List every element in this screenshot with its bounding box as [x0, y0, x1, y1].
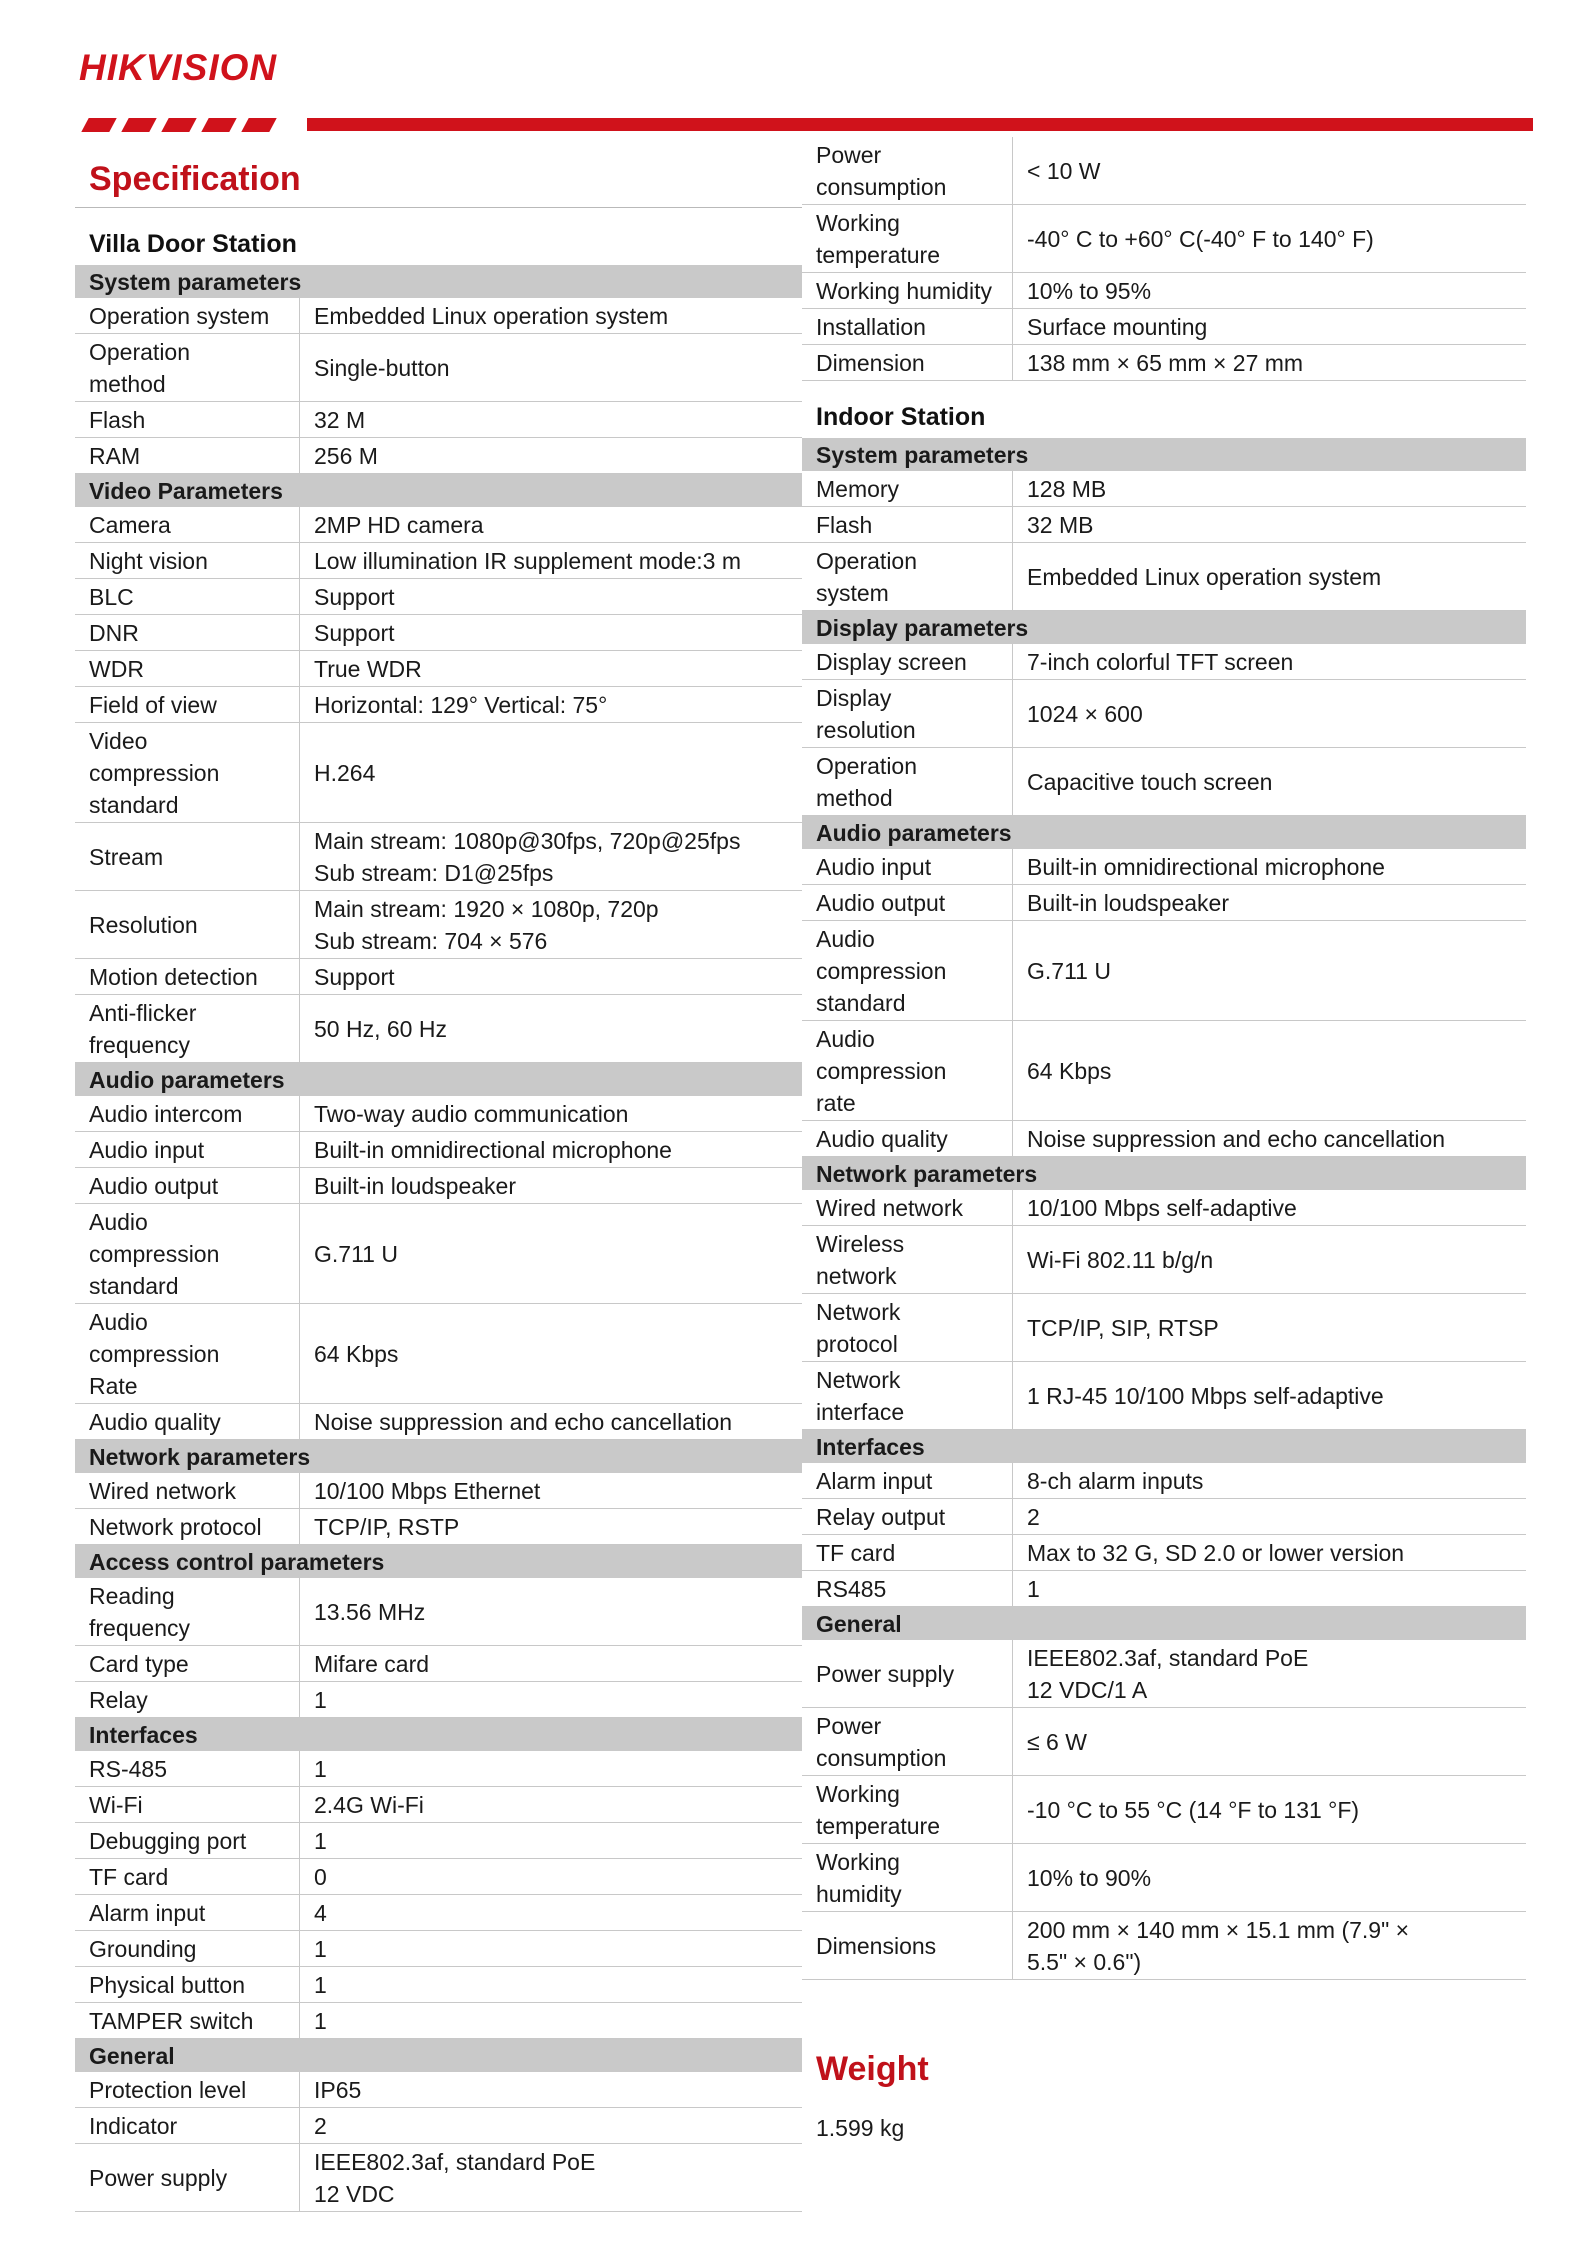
spec-row	[75, 1646, 802, 1682]
right-column	[802, 137, 1526, 1980]
spec-value: Horizontal: 129° Vertical: 75°	[300, 687, 803, 723]
spec-value: 2MP HD camera	[300, 507, 803, 543]
spec-value: Built-in loudspeaker	[1013, 885, 1527, 921]
spec-row	[75, 723, 802, 823]
spec-label: Working temperature	[802, 1776, 1013, 1844]
spec-label: Audio compression rate	[802, 1021, 1013, 1121]
spec-label: Night vision	[75, 543, 300, 579]
spec-label: Flash	[802, 507, 1013, 543]
spec-label: TF card	[75, 1859, 300, 1895]
spec-row	[802, 1776, 1526, 1844]
spec-label: Audio output	[802, 885, 1013, 921]
spec-value: 200 mm × 140 mm × 15.1 mm (7.9" × 5.5" × 0.6")	[1013, 1912, 1527, 1980]
spec-label: Camera	[75, 507, 300, 543]
spec-value: 32 MB	[1013, 507, 1527, 543]
spec-value: TCP/IP, SIP, RTSP	[1013, 1294, 1527, 1362]
spec-row	[802, 1190, 1526, 1226]
spec-row	[75, 1787, 802, 1823]
spec-row	[75, 959, 802, 995]
spec-label: Operation system	[75, 298, 300, 334]
spec-label: Protection level	[75, 2072, 300, 2108]
spec-value: Built-in loudspeaker	[300, 1168, 803, 1204]
spec-value: 10/100 Mbps Ethernet	[300, 1473, 803, 1509]
spec-row	[802, 205, 1526, 273]
spec-label: Working temperature	[802, 205, 1013, 273]
spec-value: Capacitive touch screen	[1013, 748, 1527, 816]
group-header	[75, 1063, 802, 1097]
spec-label: Operation method	[75, 334, 300, 402]
spec-row	[802, 644, 1526, 680]
spec-row	[802, 1499, 1526, 1535]
spec-value: 7-inch colorful TFT screen	[1013, 644, 1527, 680]
group-title: Access control parameters	[75, 1545, 802, 1579]
spec-label: Audio quality	[75, 1404, 300, 1440]
spec-label: BLC	[75, 579, 300, 615]
spec-value: H.264	[300, 723, 803, 823]
spec-row	[802, 1844, 1526, 1912]
brand-stripes	[79, 118, 289, 132]
spec-label: Flash	[75, 402, 300, 438]
spec-row	[802, 849, 1526, 885]
spec-value: Embedded Linux operation system	[1013, 543, 1527, 611]
spec-row	[75, 1096, 802, 1132]
spec-row	[75, 687, 802, 723]
spec-row	[75, 579, 802, 615]
spec-value: 64 Kbps	[300, 1304, 803, 1404]
spec-row	[75, 1509, 802, 1545]
spec-value: 1	[1013, 1571, 1527, 1607]
spec-value: 2.4G Wi-Fi	[300, 1787, 803, 1823]
spec-value: Low illumination IR supplement mode:3 m	[300, 543, 803, 579]
spec-label: Network protocol	[802, 1294, 1013, 1362]
spec-row	[802, 1226, 1526, 1294]
spec-label: Network protocol	[75, 1509, 300, 1545]
spec-value: Single-button	[300, 334, 803, 402]
spec-label: Debugging port	[75, 1823, 300, 1859]
spec-value: 1024 × 600	[1013, 680, 1527, 748]
spec-value: Two-way audio communication	[300, 1096, 803, 1132]
spec-label: Power consumption	[802, 137, 1013, 205]
spec-row	[802, 1463, 1526, 1499]
spec-value: Support	[300, 959, 803, 995]
spec-value: 64 Kbps	[1013, 1021, 1527, 1121]
spec-row	[75, 334, 802, 402]
spec-value: G.711 U	[300, 1204, 803, 1304]
spec-value: < 10 W	[1013, 137, 1527, 205]
spec-value: IEEE802.3af, standard PoE 12 VDC/1 A	[1013, 1640, 1527, 1708]
spec-row	[75, 1132, 802, 1168]
spec-value: Built-in omnidirectional microphone	[1013, 849, 1527, 885]
spec-value: Support	[300, 579, 803, 615]
group-header	[802, 438, 1526, 471]
spec-value: Surface mounting	[1013, 309, 1527, 345]
spec-label: Grounding	[75, 1931, 300, 1967]
spec-row	[802, 309, 1526, 345]
specification-heading: Specification	[89, 160, 301, 198]
spec-value: 1 RJ-45 10/100 Mbps self-adaptive	[1013, 1362, 1527, 1430]
spec-value: 2	[300, 2108, 803, 2144]
spec-row	[75, 402, 802, 438]
spec-label: Wireless network	[802, 1226, 1013, 1294]
spec-value: 1	[300, 1823, 803, 1859]
spec-row	[75, 615, 802, 651]
spec-label: Wi-Fi	[75, 1787, 300, 1823]
spec-label: Display screen	[802, 644, 1013, 680]
spec-label: Working humidity	[802, 1844, 1013, 1912]
spec-row	[802, 1294, 1526, 1362]
spec-value: 128 MB	[1013, 471, 1527, 507]
group-title: Audio parameters	[75, 1063, 802, 1097]
spec-label: Stream	[75, 823, 300, 891]
spec-row	[802, 273, 1526, 309]
group-header	[75, 265, 802, 298]
spec-label: Relay	[75, 1682, 300, 1718]
spec-value: 1	[300, 1751, 803, 1787]
spec-row	[75, 1304, 802, 1404]
spec-value: Noise suppression and echo cancellation	[1013, 1121, 1527, 1157]
spec-label: Audio compression standard	[75, 1204, 300, 1304]
spec-value: Mifare card	[300, 1646, 803, 1682]
spec-row	[75, 2072, 802, 2108]
spec-row	[802, 543, 1526, 611]
spec-value: Wi-Fi 802.11 b/g/n	[1013, 1226, 1527, 1294]
spec-label: Installation	[802, 309, 1013, 345]
group-header	[75, 1440, 802, 1474]
spec-label: Wired network	[802, 1190, 1013, 1226]
group-header	[802, 816, 1526, 850]
spec-value: Main stream: 1920 × 1080p, 720p Sub stream: 704 × 576	[300, 891, 803, 959]
spec-row	[75, 298, 802, 334]
spec-row	[75, 1967, 802, 2003]
group-header	[802, 1157, 1526, 1191]
header-red-bar	[307, 118, 1533, 131]
group-title: Video Parameters	[75, 474, 802, 508]
spec-row	[802, 680, 1526, 748]
spec-row	[75, 2144, 802, 2212]
spec-label: Operation method	[802, 748, 1013, 816]
left-column	[75, 144, 802, 2212]
group-header	[75, 1545, 802, 1579]
group-title: Audio parameters	[802, 816, 1526, 850]
spec-value: Max to 32 G, SD 2.0 or lower version	[1013, 1535, 1527, 1571]
spec-label: Video compression standard	[75, 723, 300, 823]
weight-heading: Weight	[816, 2050, 929, 2088]
spec-row	[75, 1404, 802, 1440]
spec-row	[75, 1204, 802, 1304]
spec-label: Working humidity	[802, 273, 1013, 309]
spec-value: -10 °C to 55 °C (14 °F to 131 °F)	[1013, 1776, 1527, 1844]
spec-label: Power supply	[802, 1640, 1013, 1708]
spec-row	[75, 1473, 802, 1509]
spec-label: Network interface	[802, 1362, 1013, 1430]
spec-label: Power consumption	[802, 1708, 1013, 1776]
spec-row	[75, 1578, 802, 1646]
spec-value: Built-in omnidirectional microphone	[300, 1132, 803, 1168]
spec-label: Audio compression Rate	[75, 1304, 300, 1404]
spec-value: 1	[300, 1967, 803, 2003]
spec-value: 4	[300, 1895, 803, 1931]
group-header	[802, 1430, 1526, 1464]
indoor-spec-table	[802, 438, 1526, 1980]
spec-row	[802, 1571, 1526, 1607]
spec-value: Main stream: 1080p@30fps, 720p@25fps Sub stream: D1@25fps	[300, 823, 803, 891]
spec-row	[75, 2003, 802, 2039]
spec-label: Operation system	[802, 543, 1013, 611]
spec-label: Alarm input	[75, 1895, 300, 1931]
spec-label: Audio input	[75, 1132, 300, 1168]
spec-label: Field of view	[75, 687, 300, 723]
group-title: Interfaces	[802, 1430, 1526, 1464]
weight-value: 1.599 kg	[816, 2115, 905, 2141]
spec-value: True WDR	[300, 651, 803, 687]
spec-label: Dimension	[802, 345, 1013, 381]
group-title: System parameters	[802, 438, 1526, 471]
spec-row	[802, 1121, 1526, 1157]
group-title: System parameters	[75, 265, 802, 298]
spec-value: IEEE802.3af, standard PoE 12 VDC	[300, 2144, 803, 2212]
spec-value: 1	[300, 1931, 803, 1967]
spec-value: 138 mm × 65 mm × 27 mm	[1013, 345, 1527, 381]
spec-label: Dimensions	[802, 1912, 1013, 1980]
spec-row	[802, 1640, 1526, 1708]
spec-label: TF card	[802, 1535, 1013, 1571]
spec-row	[75, 651, 802, 687]
spec-row	[75, 1823, 802, 1859]
spec-row	[802, 1362, 1526, 1430]
spec-label: Relay output	[802, 1499, 1013, 1535]
hikvision-logo: HIKVISION	[79, 47, 278, 88]
spec-value: 8-ch alarm inputs	[1013, 1463, 1527, 1499]
spec-label: Memory	[802, 471, 1013, 507]
spec-row	[802, 507, 1526, 543]
spec-row	[75, 543, 802, 579]
spec-label: Display resolution	[802, 680, 1013, 748]
spec-label: Audio intercom	[75, 1096, 300, 1132]
spec-value: 1	[300, 2003, 803, 2039]
spec-label: WDR	[75, 651, 300, 687]
spec-value: 2	[1013, 1499, 1527, 1535]
villa-spec-table-continued	[802, 137, 1526, 381]
spec-label: Alarm input	[802, 1463, 1013, 1499]
spec-row	[802, 921, 1526, 1021]
spec-row	[802, 345, 1526, 381]
spec-label: RS-485	[75, 1751, 300, 1787]
spec-row	[75, 823, 802, 891]
spec-value: 256 M	[300, 438, 803, 474]
spec-row	[75, 1682, 802, 1718]
spec-row	[802, 1912, 1526, 1980]
spec-row	[75, 995, 802, 1063]
group-title: Network parameters	[75, 1440, 802, 1474]
spec-row	[75, 507, 802, 543]
spec-label: Card type	[75, 1646, 300, 1682]
spec-row	[75, 1931, 802, 1967]
spec-row	[75, 1168, 802, 1204]
spec-row	[75, 1895, 802, 1931]
spec-row	[802, 885, 1526, 921]
spec-row	[75, 891, 802, 959]
group-title: Interfaces	[75, 1718, 802, 1752]
spec-value: G.711 U	[1013, 921, 1527, 1021]
group-title: General	[75, 2039, 802, 2073]
spec-row	[75, 438, 802, 474]
spec-value: 32 M	[300, 402, 803, 438]
group-header	[75, 2039, 802, 2073]
spec-value: -40° C to +60° C(-40° F to 140° F)	[1013, 205, 1527, 273]
spec-value: ≤ 6 W	[1013, 1708, 1527, 1776]
spec-value: 10% to 90%	[1013, 1844, 1527, 1912]
spec-label: Motion detection	[75, 959, 300, 995]
spec-label: RS485	[802, 1571, 1013, 1607]
spec-row	[802, 1535, 1526, 1571]
spec-value: 0	[300, 1859, 803, 1895]
spec-label: Reading frequency	[75, 1578, 300, 1646]
spec-label: Audio output	[75, 1168, 300, 1204]
villa-door-station-title: Villa Door Station	[89, 230, 297, 258]
spec-label: Audio compression standard	[802, 921, 1013, 1021]
group-header	[802, 611, 1526, 645]
group-header	[75, 1718, 802, 1752]
spec-label: Anti-flicker frequency	[75, 995, 300, 1063]
group-title: Network parameters	[802, 1157, 1526, 1191]
spec-label: RAM	[75, 438, 300, 474]
spec-value: Noise suppression and echo cancellation	[300, 1404, 803, 1440]
spec-row	[802, 1708, 1526, 1776]
spec-row	[802, 137, 1526, 205]
spec-label: Indicator	[75, 2108, 300, 2144]
spec-value: 10% to 95%	[1013, 273, 1527, 309]
spec-value: 1	[300, 1682, 803, 1718]
spec-value: 10/100 Mbps self-adaptive	[1013, 1190, 1527, 1226]
spec-label: Resolution	[75, 891, 300, 959]
spec-label: DNR	[75, 615, 300, 651]
group-header	[75, 474, 802, 508]
spec-value: 13.56 MHz	[300, 1578, 803, 1646]
spec-row	[75, 2108, 802, 2144]
group-title: General	[802, 1607, 1526, 1641]
spec-row	[802, 748, 1526, 816]
spec-row	[802, 471, 1526, 507]
spec-value: IP65	[300, 2072, 803, 2108]
spec-value: 50 Hz, 60 Hz	[300, 995, 803, 1063]
spec-label: Power supply	[75, 2144, 300, 2212]
spec-label: TAMPER switch	[75, 2003, 300, 2039]
group-title: Display parameters	[802, 611, 1526, 645]
group-header	[802, 1607, 1526, 1641]
spec-label: Physical button	[75, 1967, 300, 2003]
spec-row	[75, 1859, 802, 1895]
spec-label: Audio quality	[802, 1121, 1013, 1157]
spec-value: Support	[300, 615, 803, 651]
villa-spec-table	[75, 265, 802, 2212]
spec-row	[75, 1751, 802, 1787]
spec-label: Audio input	[802, 849, 1013, 885]
spec-label: Wired network	[75, 1473, 300, 1509]
spec-value: Embedded Linux operation system	[300, 298, 803, 334]
spec-value: TCP/IP, RSTP	[300, 1509, 803, 1545]
spec-row	[802, 1021, 1526, 1121]
indoor-station-title: Indoor Station	[816, 403, 986, 431]
